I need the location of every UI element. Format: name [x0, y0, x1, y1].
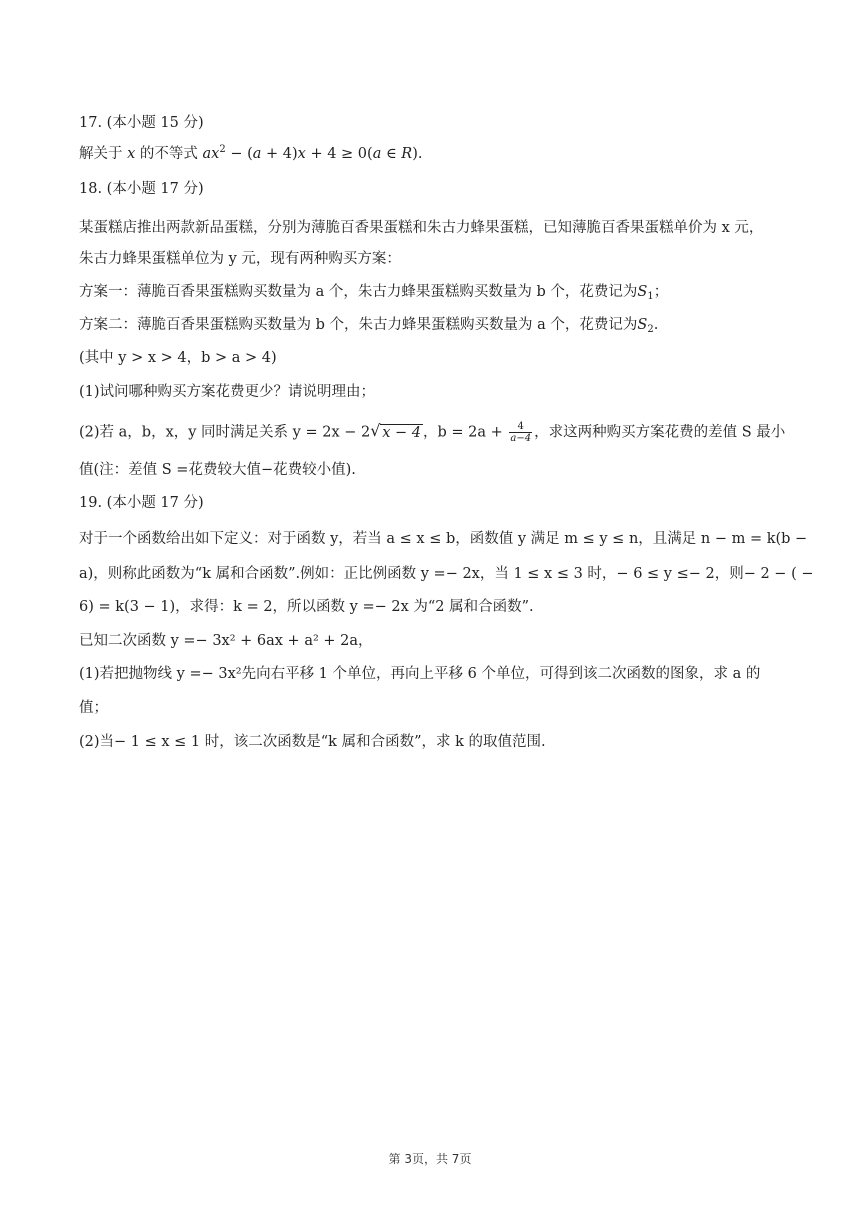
q19-def-line3: 6) = k(3 − 1)，求得：k = 2，所以函数 y =− 2x 为“2 属和合函数”.	[79, 599, 534, 615]
q17-stem-var: x	[127, 146, 136, 162]
page-footer: 第 3页，共 7页	[388, 1152, 472, 1166]
q17-header: 17. (本小题 15 分)	[79, 115, 204, 131]
q18-plan2-text: 方案二：薄脆百香果蛋糕购买数量为 b 个，朱古力蜂果蛋糕购买数量为 a 个，花费记为	[79, 317, 638, 333]
q18-part2	[79, 421, 785, 444]
q18-line2: 朱古力蜂果蛋糕单位为 y 元，现有两种购买方案：	[79, 251, 401, 267]
q17-inequality: $ax^2 - (a + 4)x + 4 \ge 0(a$ ∈ R)	[202, 144, 418, 162]
q19-header: 19. (本小题 17 分)	[79, 495, 204, 511]
q19-def-line2: a)，则称此函数为“k 属和合函数”.例如：正比例函数 y =− 2x，当 1 ≤ x ≤ 3 时，− 6 ≤ y ≤− 2，则− 2 − ( −	[79, 566, 814, 582]
q18-plan2	[79, 314, 658, 336]
q18-line1: 某蛋糕店推出两款新品蛋糕，分别为薄脆百香果蛋糕和朱古力蜂果蛋糕，已知薄脆百香果蛋糕单价为 x 元，	[79, 220, 764, 236]
fraction-numerator: 4	[509, 421, 532, 433]
q18-plan2-symbol: S	[637, 317, 648, 333]
q18-part2-a: (2)若 a，b，x，y 同时满足关系 y = 2x − 2	[79, 424, 371, 441]
radicand: x − 4	[382, 424, 421, 441]
q19-part1-line2: 值；	[79, 700, 108, 716]
q18-plan1-subscript: 1	[647, 291, 654, 302]
fraction	[509, 421, 532, 444]
q17-stem-tail: .	[417, 146, 423, 162]
q18-part1: (1)试问哪种购买方案花费更少？请说明理由；	[79, 384, 376, 400]
q18-plan1-symbol: S	[637, 284, 648, 300]
q19-def-line1: 对于一个函数给出如下定义：对于函数 y，若当 a ≤ x ≤ b，函数值 y 满足 m ≤ y ≤ n，且满足 n − m = k(b −	[79, 531, 808, 547]
q18-plan1-end: ；	[653, 284, 669, 300]
q19-part1-line1: (1)若把抛物线 y =− 3x²先向右平移 1 个单位，再向上平移 6 个单位，可得到该二次函数的图象，求 a 的	[79, 666, 761, 682]
q17-stem-mid: 的不等式	[135, 146, 203, 162]
q19-part2: (2)当− 1 ≤ x ≤ 1 时，该二次函数是“k 属和合函数”，求 k 的取值范围.	[79, 734, 546, 750]
q18-condition: (其中 y > x > 4，b > a > 4)	[79, 350, 277, 366]
q18-plan2-end: .	[653, 317, 659, 333]
radical-sign: √	[370, 420, 381, 440]
q19-given: 已知二次函数 y =− 3x² + 6ax + a² + 2a，	[79, 633, 373, 649]
q17-stem	[79, 143, 423, 165]
q18-plan2-subscript: 2	[647, 324, 654, 335]
sqrt-expression	[370, 422, 423, 444]
q18-part2-c: ，求这两种购买方案花费的差值 S 最小	[534, 424, 786, 441]
q18-header: 18. (本小题 17 分)	[79, 181, 204, 197]
q18-part2-line2: 值(注：差值 S =花费较大值−花费较小值).	[79, 462, 356, 478]
q18-plan1	[79, 281, 668, 303]
q18-part2-b: ，b = 2a +	[423, 424, 508, 441]
q18-plan1-text: 方案一：薄脆百香果蛋糕购买数量为 a 个，朱古力蜂果蛋糕购买数量为 b 个，花费记为	[79, 284, 638, 300]
q17-stem-prefix: 解关于	[79, 146, 128, 162]
fraction-denominator: a−4	[510, 433, 532, 444]
